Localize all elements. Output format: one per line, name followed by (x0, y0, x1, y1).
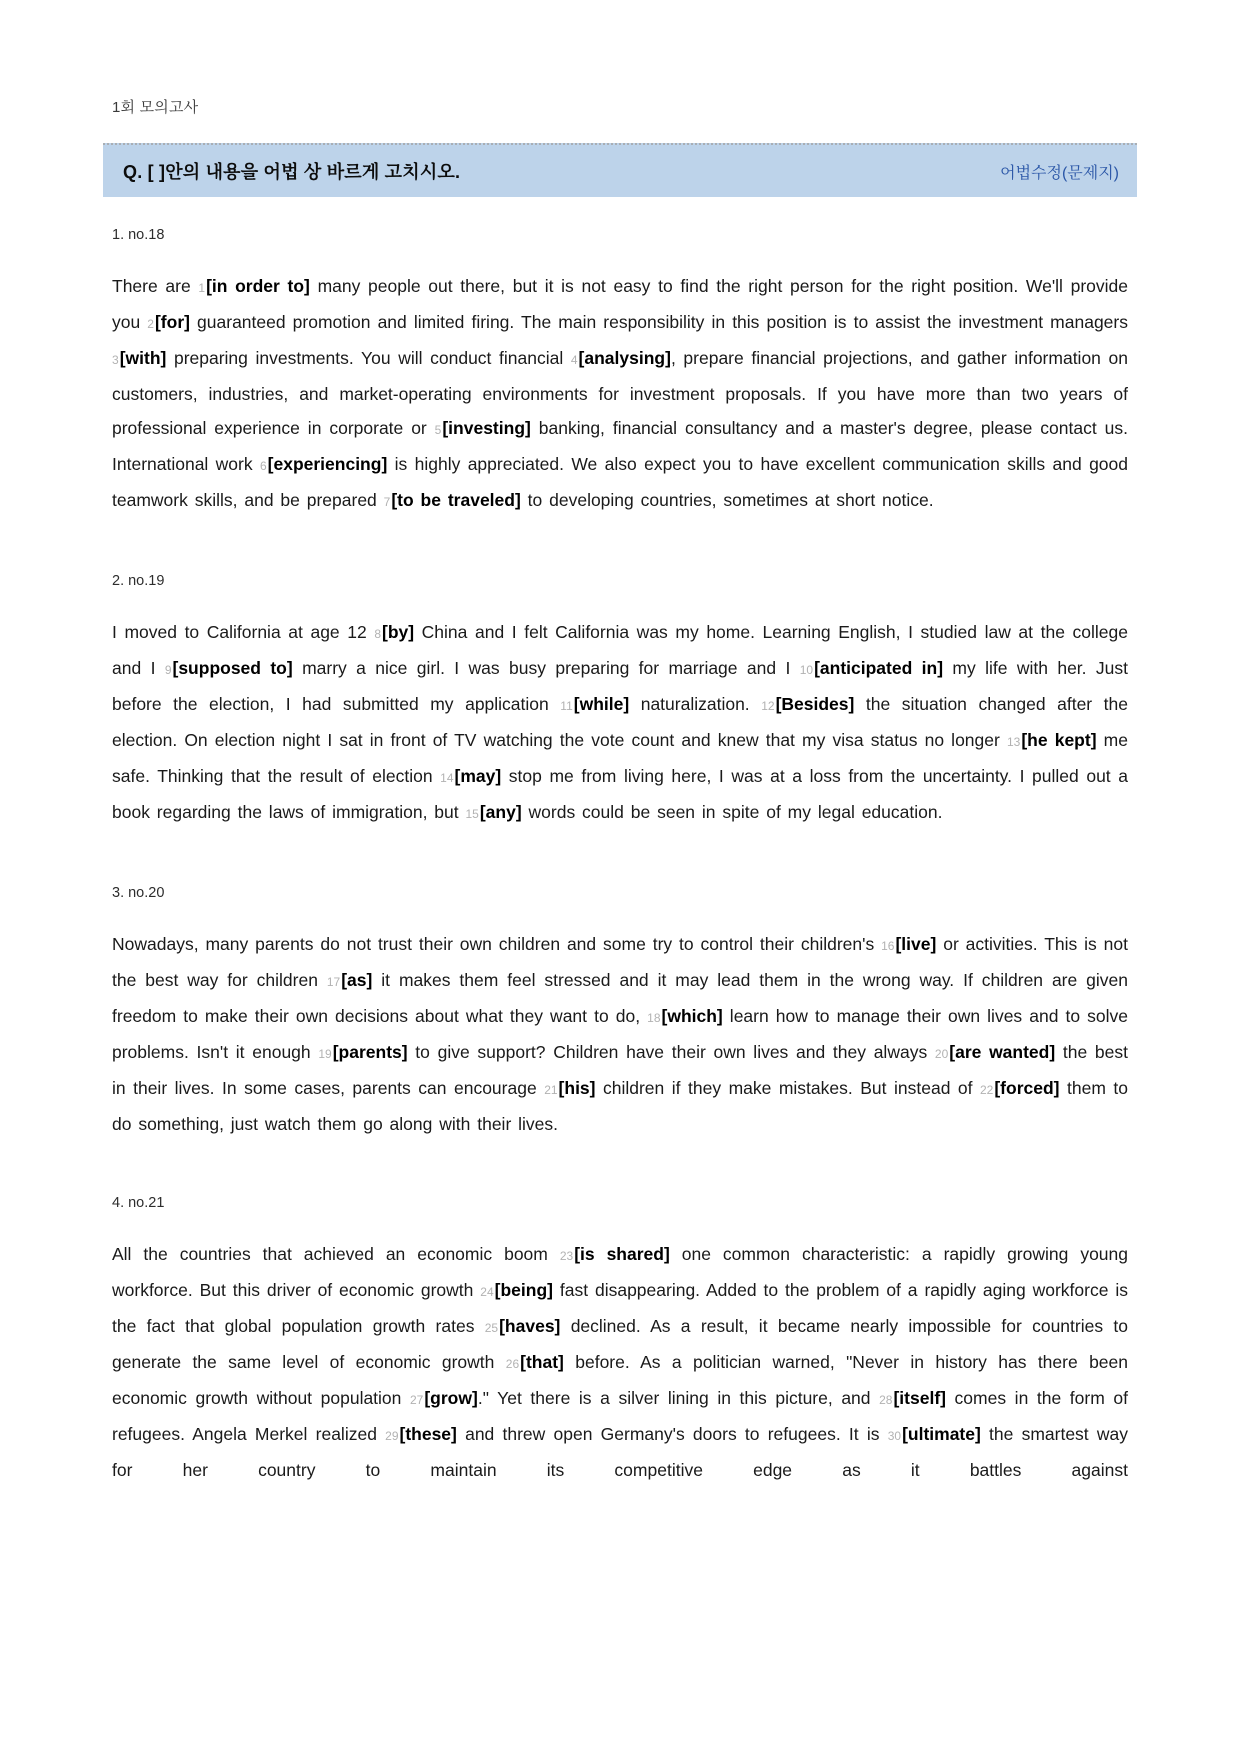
bracket-term: [for] (154, 312, 190, 332)
passage-list (112, 227, 1128, 1487)
passage-run: There are (112, 276, 199, 296)
bracket-term: [by] (382, 622, 415, 642)
passage-run: the smartest way for her country to maintain its competitive edge as it battles against (112, 1424, 1128, 1480)
passage-run: the situation changed after the election. On election night I sat in front of TV watching the vote count and knew that my visa status no longer (112, 694, 1128, 750)
bracket-term: [being] (494, 1280, 553, 1300)
passage-label: 3. no.20 (112, 885, 165, 901)
doc-title: 1회 모의고사 (112, 99, 199, 116)
bracket-number: 13 (1006, 735, 1021, 749)
passage-text (112, 1237, 1128, 1487)
passage (112, 573, 1128, 831)
bracket-number: 24 (480, 1285, 494, 1299)
passage-run: and threw open Germany's doors to refugees. It is (456, 1424, 888, 1444)
bracket-term: [he kept] (1021, 730, 1097, 750)
bracket-number: 15 (465, 807, 479, 821)
passage-run: one common characteristic: a rapidly growing young workforce. But this driver of economic growth (112, 1244, 1128, 1300)
passage-run: my life with her. Just before the election, I had submitted my application (112, 658, 1128, 714)
bracket-number: 23 (559, 1249, 574, 1263)
bracket-term: [is shared] (574, 1244, 670, 1264)
passage-run: learn how to manage their own lives and to solve problems. Isn't it enough (112, 1006, 1128, 1062)
bracket-term: [may] (454, 766, 502, 786)
bracket-number: 16 (881, 939, 895, 953)
bracket-term: [in order to] (206, 276, 310, 296)
passage-run: before. As a politician warned, "Never in history has there been economic growth without population (112, 1352, 1129, 1408)
bracket-term: [analysing] (578, 348, 671, 368)
bracket-number: 2 (147, 317, 154, 331)
passage-run: naturalization. (629, 694, 762, 714)
bracket-term: [haves] (499, 1316, 561, 1336)
question-prompt: Q. [ ]안의 내용을 어법 상 바르게 고치시오. (123, 162, 461, 182)
passage-run: fast disappearing. Added to the problem of a rapidly aging workforce is the fact that global population growth rates (112, 1280, 1128, 1336)
passage (112, 227, 1128, 519)
passage-run: stop me from living here, I was at a loss from the uncertainty. I pulled out a book regarding the laws of immigration, but (112, 766, 1128, 822)
passage-run: them to do something, just watch them go along with their lives. (112, 1078, 1128, 1134)
passage-run: declined. As a result, it became nearly impossible for countries to generate the same level of economic growth (112, 1316, 1128, 1372)
passage-run: children if they make mistakes. But instead of (595, 1078, 980, 1098)
bracket-term: [that] (520, 1352, 564, 1372)
passage-label: 2. no.19 (112, 573, 165, 589)
bracket-number: 21 (544, 1083, 558, 1097)
bracket-number: 20 (934, 1047, 949, 1061)
bracket-term: [which] (661, 1006, 723, 1026)
bracket-number: 27 (410, 1393, 424, 1407)
passage-run: comes in the form of refugees. Angela Merkel realized (112, 1388, 1128, 1444)
passage-run: is highly appreciated. We also expect you to have excellent communication skills and good teamwork skills, and be prepared (112, 454, 1128, 510)
passage-run: it makes them feel stressed and it may lead them in the wrong way. If children are given freedom to make their own decisions about what they want to do, (112, 970, 1129, 1026)
bracket-term: [while] (573, 694, 630, 714)
passage-text (112, 927, 1128, 1141)
passage-run: China and I felt California was my home. Learning English, I studied law at the college and I (112, 622, 1128, 678)
passage-text (112, 269, 1128, 519)
bracket-number: 25 (484, 1321, 499, 1335)
bracket-number: 9 (164, 663, 172, 677)
bracket-term: [are wanted] (949, 1042, 1056, 1062)
bracket-term: [as] (341, 970, 373, 990)
bracket-term: [his] (558, 1078, 596, 1098)
passage-run: to developing countries, sometimes at short notice. (520, 490, 934, 510)
passage (112, 885, 1128, 1141)
bracket-number: 11 (560, 699, 573, 713)
bracket-number: 30 (887, 1429, 902, 1443)
passage-run: I moved to California at age 12 (112, 622, 375, 642)
bracket-term: [to be traveled] (391, 490, 521, 510)
passage-run: the best in their lives. In some cases, parents can encourage (112, 1042, 1129, 1098)
bracket-number: 17 (326, 975, 341, 989)
bracket-term: [these] (399, 1424, 457, 1444)
bracket-term: [any] (479, 802, 522, 822)
passage-run: banking, financial consultancy and a master's degree, please contact us. International work (112, 418, 1128, 474)
passage-run: preparing investments. You will conduct financial (166, 348, 571, 368)
passage-run: words could be seen in spite of my legal education. (521, 802, 943, 822)
bracket-term: [live] (895, 934, 937, 954)
bracket-number: 1 (198, 281, 206, 295)
bracket-number: 3 (112, 353, 119, 367)
bracket-term: [forced] (994, 1078, 1060, 1098)
bracket-number: 19 (318, 1047, 332, 1061)
passage-run: me safe. Thinking that the result of election (112, 730, 1128, 786)
bracket-term: [with] (119, 348, 167, 368)
bracket-term: [experiencing] (267, 454, 388, 474)
bracket-number: 4 (570, 353, 578, 367)
passage-run: or activities. This is not the best way for children (112, 934, 1128, 990)
passage-run: to give support? Children have their own lives and they always (407, 1042, 935, 1062)
passage-run: All the countries that achieved an economic boom (112, 1244, 560, 1264)
bracket-term: [supposed to] (172, 658, 293, 678)
bracket-number: 7 (383, 495, 391, 509)
bracket-term: [anticipated in] (814, 658, 944, 678)
bracket-term: [itself] (893, 1388, 946, 1408)
passage-run: marry a nice girl. I was busy preparing for marriage and I (292, 658, 800, 678)
bracket-number: 5 (434, 423, 442, 437)
bracket-number: 6 (259, 459, 267, 473)
passage-run: , prepare financial projections, and gather information on customers, industries, and market-operating environments for investment proposals. If you have more than two years of professional experience in corporate or (112, 348, 1128, 438)
passage-run: Nowadays, many parents do not trust their own children and some try to control their children's (112, 934, 882, 954)
passage-run: guaranteed promotion and limited firing. The main responsibility in this position is to assist the investment managers (189, 312, 1128, 332)
passage-text (112, 615, 1128, 831)
passage-label: 1. no.18 (112, 227, 165, 243)
bracket-number: 29 (385, 1429, 399, 1443)
question-type-tag: 어법수정(문제지) (1000, 164, 1119, 182)
bracket-number: 18 (647, 1011, 661, 1025)
bracket-term: [Besides] (775, 694, 855, 714)
bracket-number: 10 (799, 663, 814, 677)
bracket-number: 28 (879, 1393, 893, 1407)
question-bar (103, 143, 1137, 197)
passage-run: many people out there, but it is not easy to find the right person for the right position. We'll provide you (112, 276, 1129, 332)
bracket-number: 26 (505, 1357, 520, 1371)
bracket-number: 8 (374, 627, 381, 641)
bracket-number: 12 (761, 699, 775, 713)
bracket-number: 22 (980, 1083, 994, 1097)
bracket-term: [investing] (442, 418, 531, 438)
bracket-term: [ultimate] (902, 1424, 981, 1444)
bracket-term: [grow] (424, 1388, 478, 1408)
passage-label: 4. no.21 (112, 1195, 165, 1211)
bracket-term: [parents] (332, 1042, 408, 1062)
passage-run: ." Yet there is a silver lining in this picture, and (477, 1388, 880, 1408)
passage (112, 1195, 1128, 1487)
bracket-number: 14 (440, 771, 454, 785)
